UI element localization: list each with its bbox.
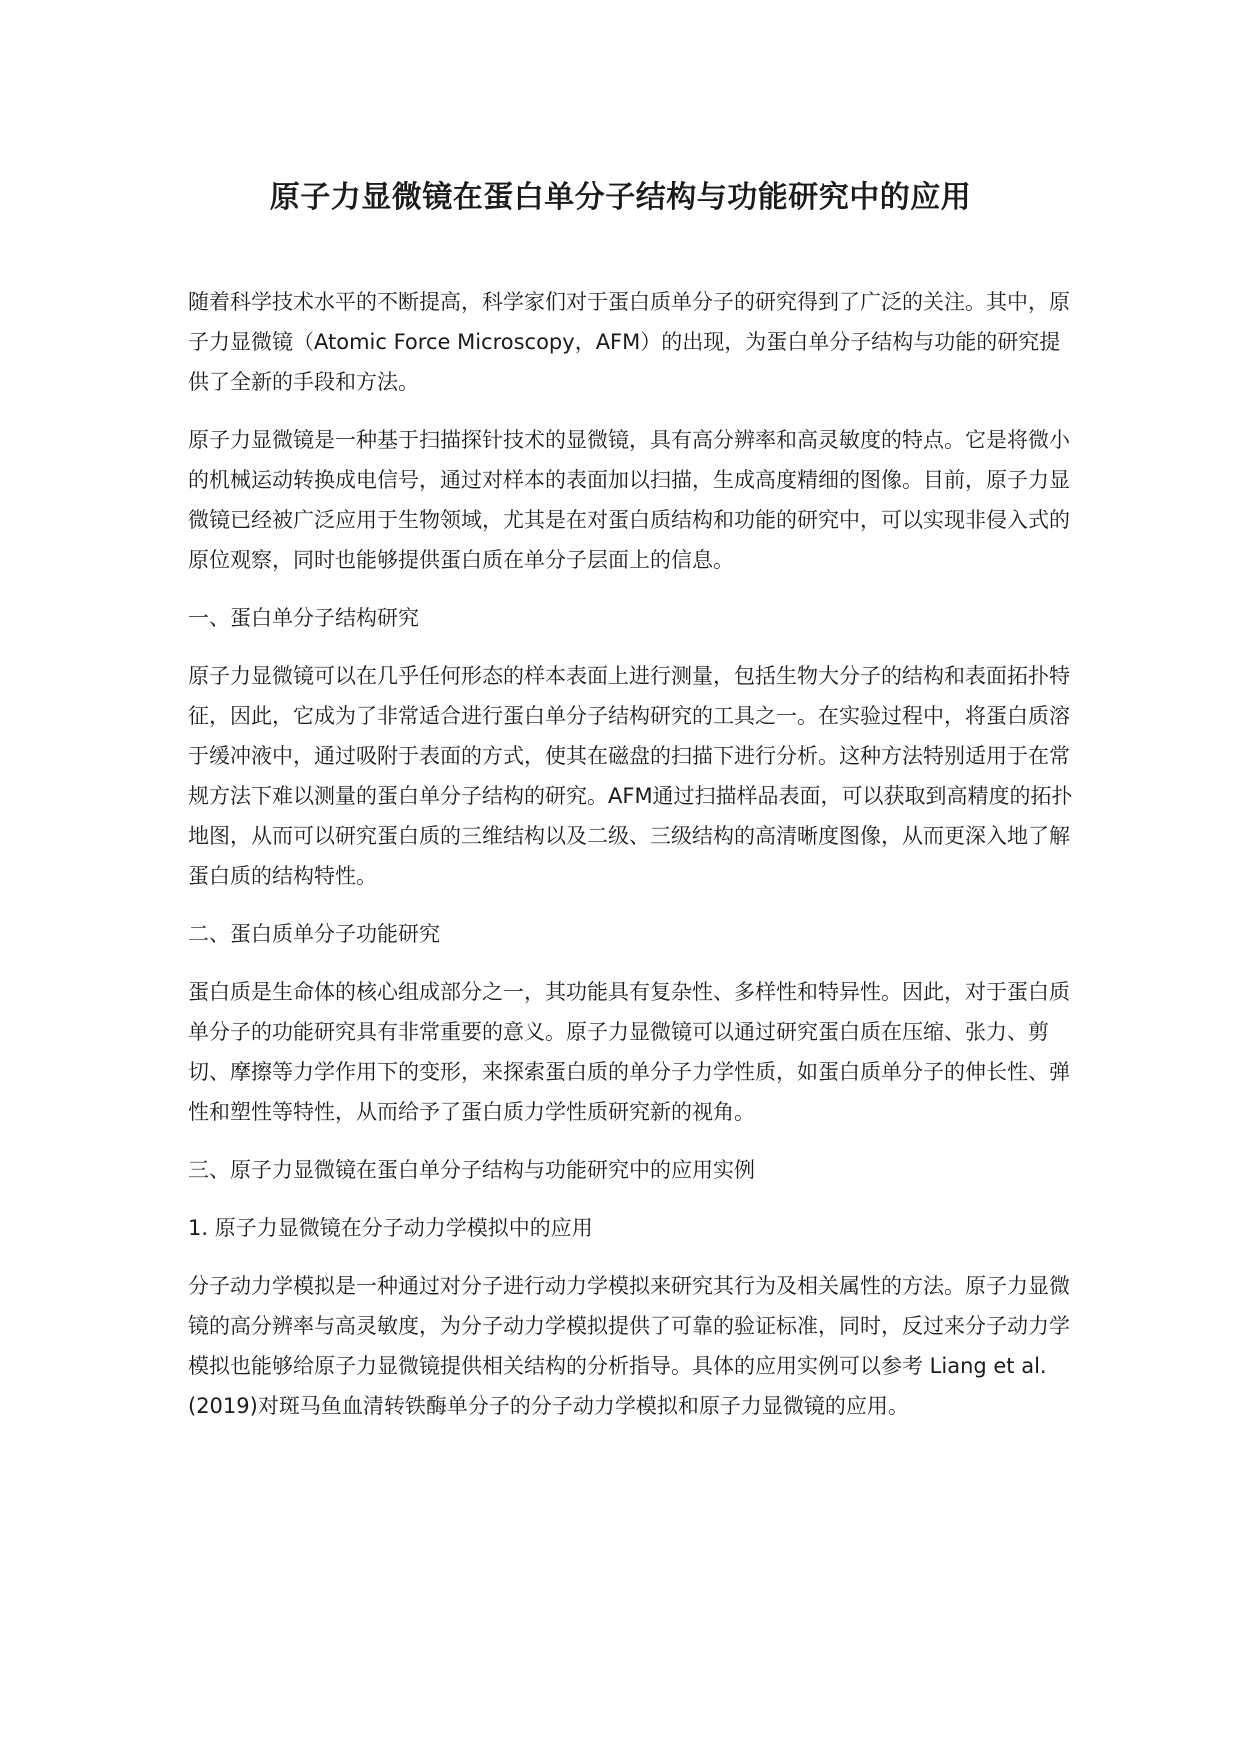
section-heading-examples: 三、原子力显微镜在蛋白单分子结构与功能研究中的应用实例 [188,1158,755,1182]
paragraph-afm-overview: 原子力显微镜是一种基于扫描探针技术的显微镜，具有高分辨率和高灵敏度的特点。它是将微小的机械运动转换成电信号，通过对样本的表面加以扫描，生成高度精细的图像。目前，原子力显微镜已经被广泛应用于生物领域，尤其是在对蛋白质结构和功能的研究中，可以实现非侵入式的原位观察，同时也能够提供蛋白质在单分子层面上的信息。 [188,428,1070,572]
paragraph-md: 分子动力学模拟是一种通过对分子进行动力学模拟来研究其行为及相关属性的方法。原子力显微镜的高分辨率与高灵敏度，为分子动力学模拟提供了可靠的验证标准，同时，反过来分子动力学模拟也能够给原子力显微镜提供相关结构的分析指导。具体的应用实例可以参考 Liang et al. (2019)对斑马鱼血清转铁酶单分子的分子动力学模拟和原子力显微镜的应用。 [188,1274,1070,1418]
subsection-heading-md: 1. 原子力显微镜在分子动力学模拟中的应用 [188,1216,593,1240]
section-heading-structure: 一、蛋白单分子结构研究 [188,606,419,630]
paragraph-structure: 原子力显微镜可以在几乎任何形态的样本表面上进行测量，包括生物大分子的结构和表面拓扑特征，因此，它成为了非常适合进行蛋白单分子结构研究的工具之一。在实验过程中，将蛋白质溶于缓冲液中，通过吸附于表面的方式，使其在磁盘的扫描下进行分析。这种方法特别适用于在常规方法下难以测量的蛋白单分子结构的研究。AFM通过扫描样品表面，可以获取到高精度的拓扑地图，从而可以研究蛋白质的三维结构以及二级、三级结构的高清晰度图像，从而更深入地了解蛋白质的结构特性。 [188,664,1073,888]
document-body [188,282,1078,1444]
paragraph-intro: 随着科学技术水平的不断提高，科学家们对于蛋白质单分子的研究得到了广泛的关注。其中，原子力显微镜（Atomic Force Microscopy，AFM）的出现，为蛋白单分子结构与功能的研究提供了全新的手段和方法。 [188,290,1070,394]
section-heading-function: 二、蛋白质单分子功能研究 [188,922,440,946]
paragraph-function: 蛋白质是生命体的核心组成部分之一，其功能具有复杂性、多样性和特异性。因此，对于蛋白质单分子的功能研究具有非常重要的意义。原子力显微镜可以通过研究蛋白质在压缩、张力、剪切、摩擦等力学作用下的变形，来探索蛋白质的单分子力学性质，如蛋白质单分子的伸长性、弹性和塑性等特性，从而给予了蛋白质力学性质研究新的视角。 [188,980,1070,1124]
document-title: 原子力显微镜在蛋白单分子结构与功能研究中的应用 [269,180,972,215]
